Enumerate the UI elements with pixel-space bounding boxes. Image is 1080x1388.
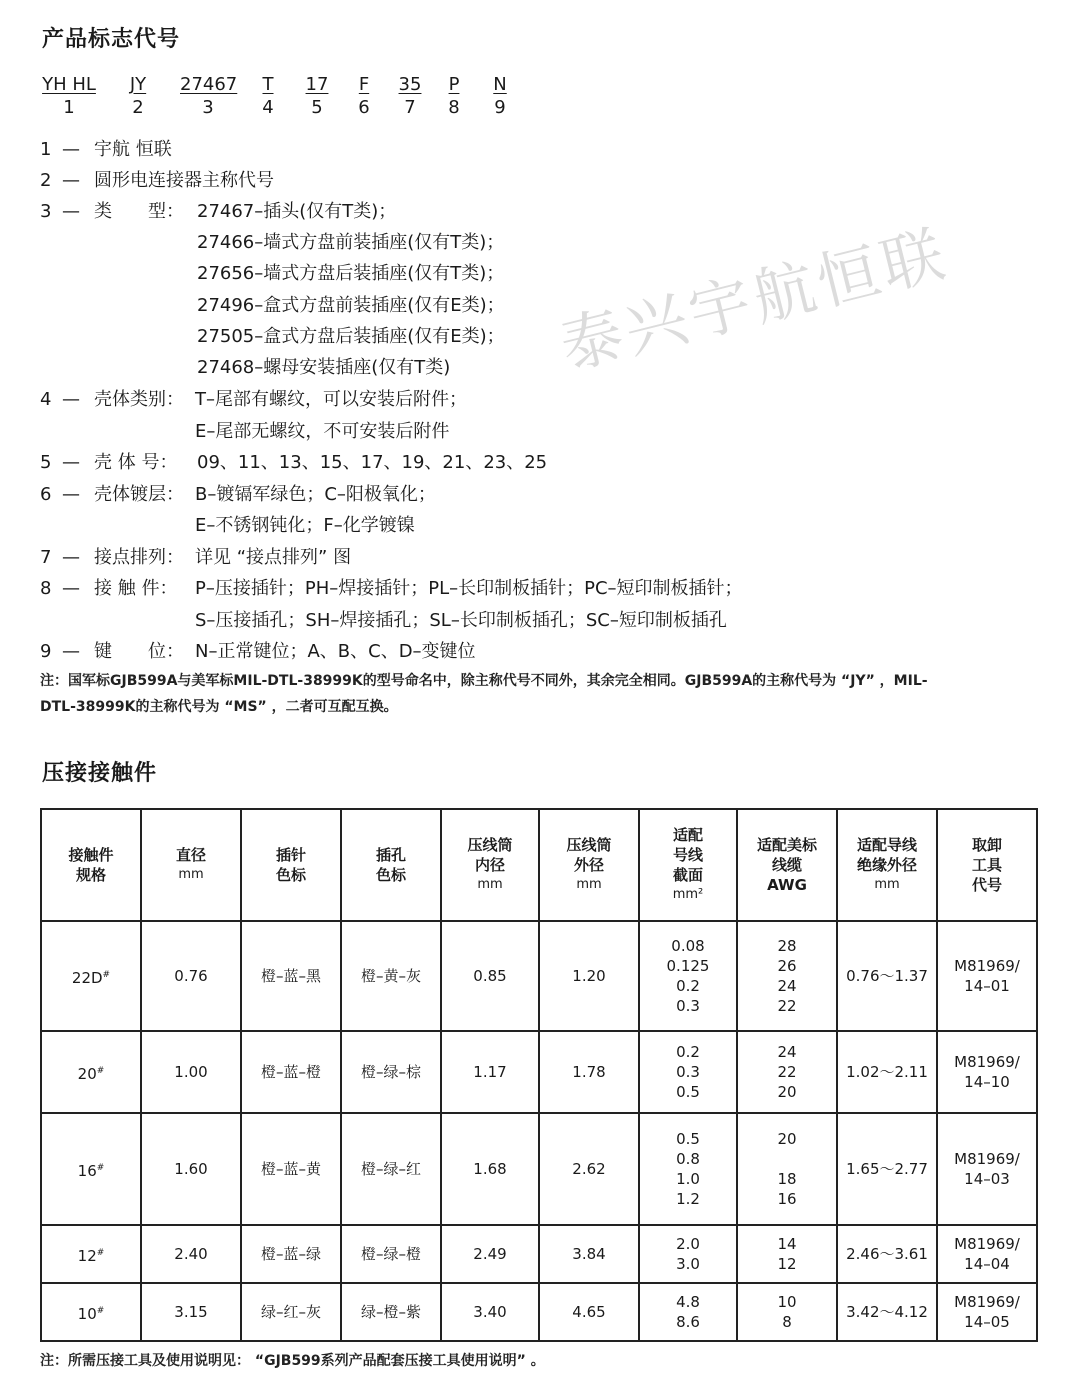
item-5-label: 壳 体 号： xyxy=(94,452,178,473)
item-7-num: 7 xyxy=(40,547,52,568)
item-5-value: 09、11、13、15、17、19、21、23、25 xyxy=(197,452,548,473)
cell-section: 4.8 8.6 xyxy=(639,1283,737,1341)
item-6-value: B–镀镉军绿色；C–阳极氧化； xyxy=(195,484,436,505)
item-3-label: 类 型： xyxy=(94,201,184,222)
cell-tool: M81969/ 14–03 xyxy=(937,1113,1037,1225)
cell-diameter: 0.76 xyxy=(141,921,241,1031)
item-7-label: 接点排列： xyxy=(94,547,184,568)
item-3-value: 27468–螺母安装插座(仅有T类) xyxy=(197,357,451,378)
cell-awg: 20 18 16 xyxy=(737,1113,837,1225)
code-part-7: 35 7 xyxy=(398,74,422,118)
item-3-value: 27505–盒式方盘后装插座(仅有E类)； xyxy=(197,326,505,347)
cell-pin-color: 橙–蓝–黑 xyxy=(241,921,341,1031)
cell-tool: M81969/ 14–05 xyxy=(937,1283,1037,1341)
item-4-value: E–尾部无螺纹，不可安装后附件 xyxy=(195,421,450,442)
cell-section: 2.0 3.0 xyxy=(639,1225,737,1283)
table-row xyxy=(41,1113,1037,1225)
item-5-dash: — xyxy=(62,452,80,473)
item-8-dash: — xyxy=(62,578,80,599)
cell-awg: 28 26 24 22 xyxy=(737,921,837,1031)
code-part-6: F 6 xyxy=(358,74,370,118)
cell-outer: 1.78 xyxy=(539,1031,639,1113)
item-4-num: 4 xyxy=(40,389,52,410)
cell-tool: M81969/ 14–01 xyxy=(937,921,1037,1031)
code-part-9: N 9 xyxy=(493,74,507,118)
code-part-1: YH HL 1 xyxy=(42,74,96,118)
item-8-value: S–压接插孔；SH–焊接插孔；SL–长印制板插孔；SC–短印制板插孔 xyxy=(195,610,727,631)
item-6-label: 壳体镀层： xyxy=(94,484,184,505)
item-6-num: 6 xyxy=(40,484,52,505)
item-1-label: 宇航 恒联 xyxy=(94,139,172,160)
cell-section: 0.08 0.125 0.2 0.3 xyxy=(639,921,737,1031)
section-title-marking-code: 产品标志代号 xyxy=(42,27,181,52)
item-6-value: E–不锈钢钝化；F–化学镀镍 xyxy=(195,515,415,536)
item-8-num: 8 xyxy=(40,578,52,599)
note-crimp-tool: 注：所需压接工具及使用说明见： “GJB599系列产品配套压接工具使用说明” 。 xyxy=(40,1353,545,1369)
item-3-num: 3 xyxy=(40,201,52,222)
cell-outer: 3.84 xyxy=(539,1225,639,1283)
cell-inner: 1.68 xyxy=(441,1113,539,1225)
cell-pin-color: 橙–蓝–橙 xyxy=(241,1031,341,1113)
cell-pin-color: 橙–蓝–绿 xyxy=(241,1225,341,1283)
cell-socket-color: 橙–绿–棕 xyxy=(341,1031,441,1113)
header-barrel-inner: 压线筒 内径 mm xyxy=(441,809,539,921)
item-4-value: T–尾部有螺纹，可以安装后附件； xyxy=(195,389,467,410)
cell-inner: 0.85 xyxy=(441,921,539,1031)
item-2-dash: — xyxy=(62,170,80,191)
item-1-num: 1 xyxy=(40,139,52,160)
cell-spec: 10# xyxy=(41,1283,141,1341)
cell-insulation: 3.42～4.12 xyxy=(837,1283,937,1341)
cell-section: 0.5 0.8 1.0 1.2 xyxy=(639,1113,737,1225)
cell-outer: 2.62 xyxy=(539,1113,639,1225)
watermark: 泰兴宇航恒联 xyxy=(553,216,956,384)
cell-diameter: 3.15 xyxy=(141,1283,241,1341)
cell-outer: 1.20 xyxy=(539,921,639,1031)
header-wire-section: 适配 号线 截面 mm² xyxy=(639,809,737,921)
header-socket-color: 插孔 色标 xyxy=(341,809,441,921)
code-part-8: P 8 xyxy=(448,74,460,118)
cell-insulation: 1.65～2.77 xyxy=(837,1113,937,1225)
cell-awg: 14 12 xyxy=(737,1225,837,1283)
note-naming: 注：国军标GJB599A与美军标MIL-DTL-38999K的型号命名中，除主称代号不同外，其余完全相同。GJB599A的主称代号为 “JY” ，MIL- DTL-38999K的主称代号为 “MS” ，二者可互配互换。 xyxy=(40,673,928,715)
cell-awg: 24 22 20 xyxy=(737,1031,837,1113)
item-9-value: N–正常键位；A、B、C、D–变键位 xyxy=(195,641,476,662)
item-7-dash: — xyxy=(62,547,80,568)
cell-awg: 10 8 xyxy=(737,1283,837,1341)
table-row xyxy=(41,1225,1037,1283)
cell-socket-color: 绿–橙–紫 xyxy=(341,1283,441,1341)
table-row xyxy=(41,1031,1037,1113)
header-contact-spec: 接触件 规格 xyxy=(41,809,141,921)
table-header-row xyxy=(41,809,1037,921)
item-8-value: P–压接插针；PH–焊接插针；PL–长印制板插针；PC–短印制板插针； xyxy=(195,578,743,599)
header-barrel-outer: 压线筒 外径 mm xyxy=(539,809,639,921)
table-row xyxy=(41,1283,1037,1341)
cell-tool: M81969/ 14–04 xyxy=(937,1225,1037,1283)
cell-pin-color: 绿–红–灰 xyxy=(241,1283,341,1341)
item-9-label: 键 位： xyxy=(94,641,184,662)
cell-outer: 4.65 xyxy=(539,1283,639,1341)
item-2-label: 圆形电连接器主称代号 xyxy=(94,170,274,191)
item-9-num: 9 xyxy=(40,641,52,662)
item-5-num: 5 xyxy=(40,452,52,473)
header-pin-color: 插针 色标 xyxy=(241,809,341,921)
cell-diameter: 1.00 xyxy=(141,1031,241,1113)
cell-pin-color: 橙–蓝–黄 xyxy=(241,1113,341,1225)
cell-diameter: 1.60 xyxy=(141,1113,241,1225)
section-title-crimp-contacts: 压接接触件 xyxy=(42,761,158,786)
cell-spec: 16# xyxy=(41,1113,141,1225)
item-1-dash: — xyxy=(62,139,80,160)
header-awg: 适配美标 线缆 AWG xyxy=(737,809,837,921)
cell-spec: 22D# xyxy=(41,921,141,1031)
item-2-num: 2 xyxy=(40,170,52,191)
cell-spec: 12# xyxy=(41,1225,141,1283)
cell-tool: M81969/ 14–10 xyxy=(937,1031,1037,1113)
cell-insulation: 1.02～2.11 xyxy=(837,1031,937,1113)
item-3-value: 27656–墙式方盘后装插座(仅有T类)； xyxy=(197,263,505,284)
item-3-value: 27466–墙式方盘前装插座(仅有T类)； xyxy=(197,232,505,253)
cell-inner: 2.49 xyxy=(441,1225,539,1283)
item-3-value: 27467–插头(仅有T类)； xyxy=(197,201,397,222)
cell-socket-color: 橙–绿–红 xyxy=(341,1113,441,1225)
item-4-label: 壳体类别： xyxy=(94,389,184,410)
item-6-dash: — xyxy=(62,484,80,505)
cell-socket-color: 橙–绿–橙 xyxy=(341,1225,441,1283)
code-part-2: JY 2 xyxy=(129,74,147,118)
code-part-3: 27467 3 xyxy=(180,74,238,118)
item-7-value: 详见 “接点排列” 图 xyxy=(195,547,352,568)
cell-inner: 3.40 xyxy=(441,1283,539,1341)
item-9-dash: — xyxy=(62,641,80,662)
item-8-label: 接 触 件： xyxy=(94,578,178,599)
item-3-value: 27496–盒式方盘前装插座(仅有E类)； xyxy=(197,295,505,316)
cell-insulation: 0.76～1.37 xyxy=(837,921,937,1031)
crimp-contact-table xyxy=(40,808,1038,1342)
header-insulation-od: 适配导线 绝缘外径 mm xyxy=(837,809,937,921)
cell-spec: 20# xyxy=(41,1031,141,1113)
code-part-4: T 4 xyxy=(262,74,274,118)
header-diameter: 直径 mm xyxy=(141,809,241,921)
cell-inner: 1.17 xyxy=(441,1031,539,1113)
header-tool-code: 取卸 工具 代号 xyxy=(937,809,1037,921)
cell-section: 0.2 0.3 0.5 xyxy=(639,1031,737,1113)
cell-insulation: 2.46～3.61 xyxy=(837,1225,937,1283)
table-row xyxy=(41,921,1037,1031)
code-part-5: 17 5 xyxy=(305,74,329,118)
cell-socket-color: 橙–黄–灰 xyxy=(341,921,441,1031)
cell-diameter: 2.40 xyxy=(141,1225,241,1283)
item-4-dash: — xyxy=(62,389,80,410)
item-3-dash: — xyxy=(62,201,80,222)
